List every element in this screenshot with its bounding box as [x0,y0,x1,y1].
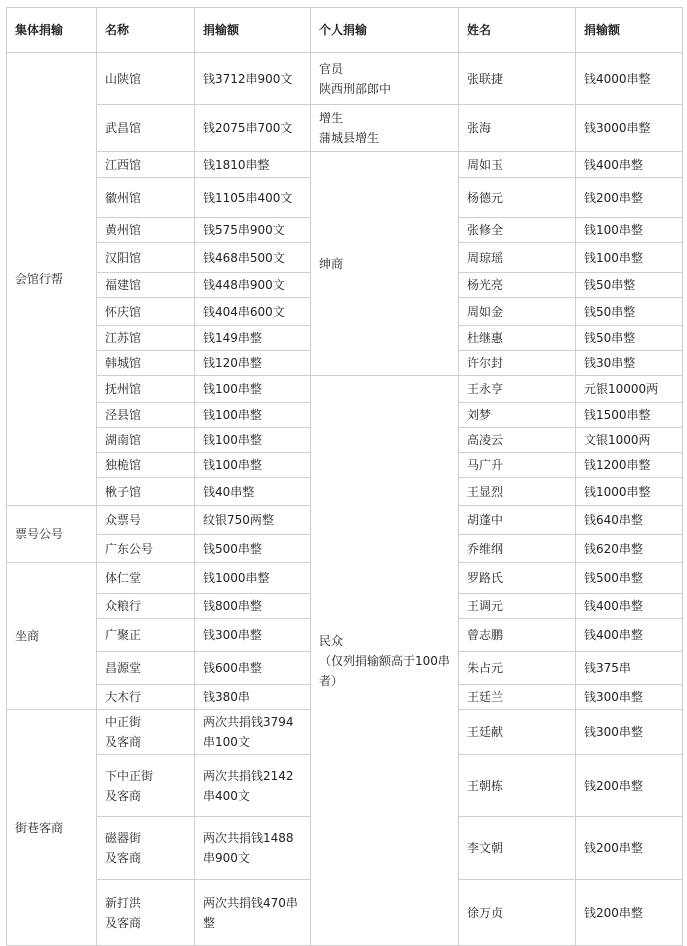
org-name: 大木行 [97,685,195,710]
org-amount: 钱1105串400文 [195,178,311,218]
personal-group-scholar [311,105,459,152]
org-name [97,755,195,817]
org-amount: 钱1000串整 [195,563,311,594]
person-amount: 钱620串整 [576,535,683,563]
org-name: 楸子馆 [97,478,195,506]
header-group-donation: 集体捐输 [7,8,97,53]
org-name-line: 及客商 [105,851,142,865]
person-name: 马广升 [459,453,576,478]
org-name: 徽州馆 [97,178,195,218]
group-label-zuoshang: 坐商 [7,563,97,710]
person-name: 王调元 [459,594,576,619]
org-name: 汉阳馆 [97,243,195,273]
person-amount: 钱1500串整 [576,403,683,428]
table-row [7,152,683,178]
person-name: 乔维纲 [459,535,576,563]
person-amount: 钱300串整 [576,710,683,755]
person-name: 胡蓬中 [459,506,576,535]
header-person-amount: 捐输额 [576,8,683,53]
personal-group-desc: （仅列捐输额高于100串者） [319,653,450,688]
person-name: 李文朝 [459,817,576,880]
person-name: 杜继惠 [459,326,576,351]
person-amount: 钱100串整 [576,218,683,243]
person-name: 王朝栋 [459,755,576,817]
org-amount: 钱500串整 [195,535,311,563]
org-amount: 钱100串整 [195,376,311,403]
person-name: 张修全 [459,218,576,243]
org-name-line: 新打洪 [105,895,142,910]
person-amount: 钱400串整 [576,152,683,178]
person-amount: 钱640串整 [576,506,683,535]
org-name: 独桅馆 [97,453,195,478]
personal-group-gentry: 绅商 [311,152,459,376]
org-amount: 钱1810串整 [195,152,311,178]
donation-table-container [6,7,682,946]
org-name: 昌源堂 [97,652,195,685]
personal-group-title: 增生 [319,111,344,125]
org-name [97,880,195,946]
org-name [97,817,195,880]
org-name: 众票号 [97,506,195,535]
person-name: 王廷献 [459,710,576,755]
org-name: 江苏馆 [97,326,195,351]
org-name: 山陕馆 [97,53,195,105]
person-amount: 钱100串整 [576,243,683,273]
person-name: 周琼瑶 [459,243,576,273]
person-amount: 钱4000串整 [576,53,683,105]
org-amount: 纹银750两整 [195,506,311,535]
org-amount: 钱380串 [195,685,311,710]
table-row [7,376,683,403]
person-name: 王廷兰 [459,685,576,710]
personal-group-public [311,376,459,946]
org-name [97,710,195,755]
org-amount: 钱100串整 [195,453,311,478]
person-amount: 钱400串整 [576,619,683,652]
person-amount: 钱200串整 [576,880,683,946]
org-amount: 两次共捐钱1488串900文 [195,817,311,880]
org-amount: 钱800串整 [195,594,311,619]
person-name: 张海 [459,105,576,152]
person-amount: 钱500串整 [576,563,683,594]
org-amount: 钱3712串900文 [195,53,311,105]
org-amount: 钱100串整 [195,403,311,428]
person-name: 张联捷 [459,53,576,105]
group-label-jiexiang: 街巷客商 [7,710,97,946]
person-amount: 钱1000串整 [576,478,683,506]
org-name: 武昌馆 [97,105,195,152]
person-amount: 钱375串 [576,652,683,685]
personal-group-title: 官员 [319,61,344,76]
org-amount: 钱404串600文 [195,298,311,326]
person-amount: 钱50串整 [576,298,683,326]
person-amount: 钱200串整 [576,817,683,880]
org-name: 广聚正 [97,619,195,652]
org-name: 怀庆馆 [97,298,195,326]
person-name: 许尔封 [459,351,576,376]
org-name-line: 中正街 [105,715,142,729]
person-name: 王显烈 [459,478,576,506]
org-amount: 钱100串整 [195,428,311,453]
person-amount: 钱300串整 [576,685,683,710]
header-name: 名称 [97,8,195,53]
person-amount: 钱50串整 [576,326,683,351]
org-amount: 钱300串整 [195,619,311,652]
org-name-line: 磁器街 [105,831,142,845]
personal-group-desc: 陕西刑部郎中 [319,81,392,96]
org-name-line: 及客商 [105,788,142,803]
person-amount: 钱200串整 [576,755,683,817]
person-name: 朱占元 [459,652,576,685]
person-name: 刘梦 [459,403,576,428]
org-amount: 钱120串整 [195,351,311,376]
org-amount: 钱149串整 [195,326,311,351]
person-amount: 钱1200串整 [576,453,683,478]
header-personal-donation: 个人捐输 [311,8,459,53]
org-name-line: 及客商 [105,915,142,930]
org-name: 众粮行 [97,594,195,619]
org-name: 广东公号 [97,535,195,563]
person-amount: 钱200串整 [576,178,683,218]
header-person-name: 姓名 [459,8,576,53]
org-amount: 钱2075串700文 [195,105,311,152]
org-amount: 两次共捐钱3794串100文 [195,710,311,755]
person-name: 杨光亮 [459,273,576,298]
person-amount: 钱400串整 [576,594,683,619]
personal-group-official [311,53,459,105]
org-name: 湖南馆 [97,428,195,453]
org-name-line: 及客商 [105,735,142,749]
org-name: 福建馆 [97,273,195,298]
org-name: 黄州馆 [97,218,195,243]
person-name: 王永亨 [459,376,576,403]
person-name: 高凌云 [459,428,576,453]
person-amount: 元银10000两 [576,376,683,403]
group-label-piaohao: 票号公号 [7,506,97,563]
org-name: 泾县馆 [97,403,195,428]
person-amount: 钱50串整 [576,273,683,298]
personal-group-title: 民众 [319,633,344,648]
org-name-line: 下中正街 [105,768,154,783]
donation-table [6,7,683,946]
person-name: 杨德元 [459,178,576,218]
person-amount: 钱30串整 [576,351,683,376]
org-amount: 钱575串900文 [195,218,311,243]
org-amount: 钱448串900文 [195,273,311,298]
org-name: 抚州馆 [97,376,195,403]
person-name: 周如金 [459,298,576,326]
org-name: 江西馆 [97,152,195,178]
org-name: 韩城馆 [97,351,195,376]
header-row [7,8,683,53]
personal-group-desc: 蒲城县增生 [319,131,380,145]
person-name: 罗路氏 [459,563,576,594]
header-amount: 捐输额 [195,8,311,53]
org-amount: 两次共捐钱470串整 [195,880,311,946]
org-amount: 两次共捐钱2142串400文 [195,755,311,817]
table-row [7,105,683,152]
person-name: 徐万贞 [459,880,576,946]
person-name: 曾志鹏 [459,619,576,652]
group-label-huiguan: 会馆行帮 [7,53,97,506]
org-amount: 钱600串整 [195,652,311,685]
person-amount: 钱3000串整 [576,105,683,152]
table-row [7,53,683,105]
person-name: 周如玉 [459,152,576,178]
org-name: 体仁堂 [97,563,195,594]
org-amount: 钱40串整 [195,478,311,506]
person-amount: 文银1000两 [576,428,683,453]
org-amount: 钱468串500文 [195,243,311,273]
